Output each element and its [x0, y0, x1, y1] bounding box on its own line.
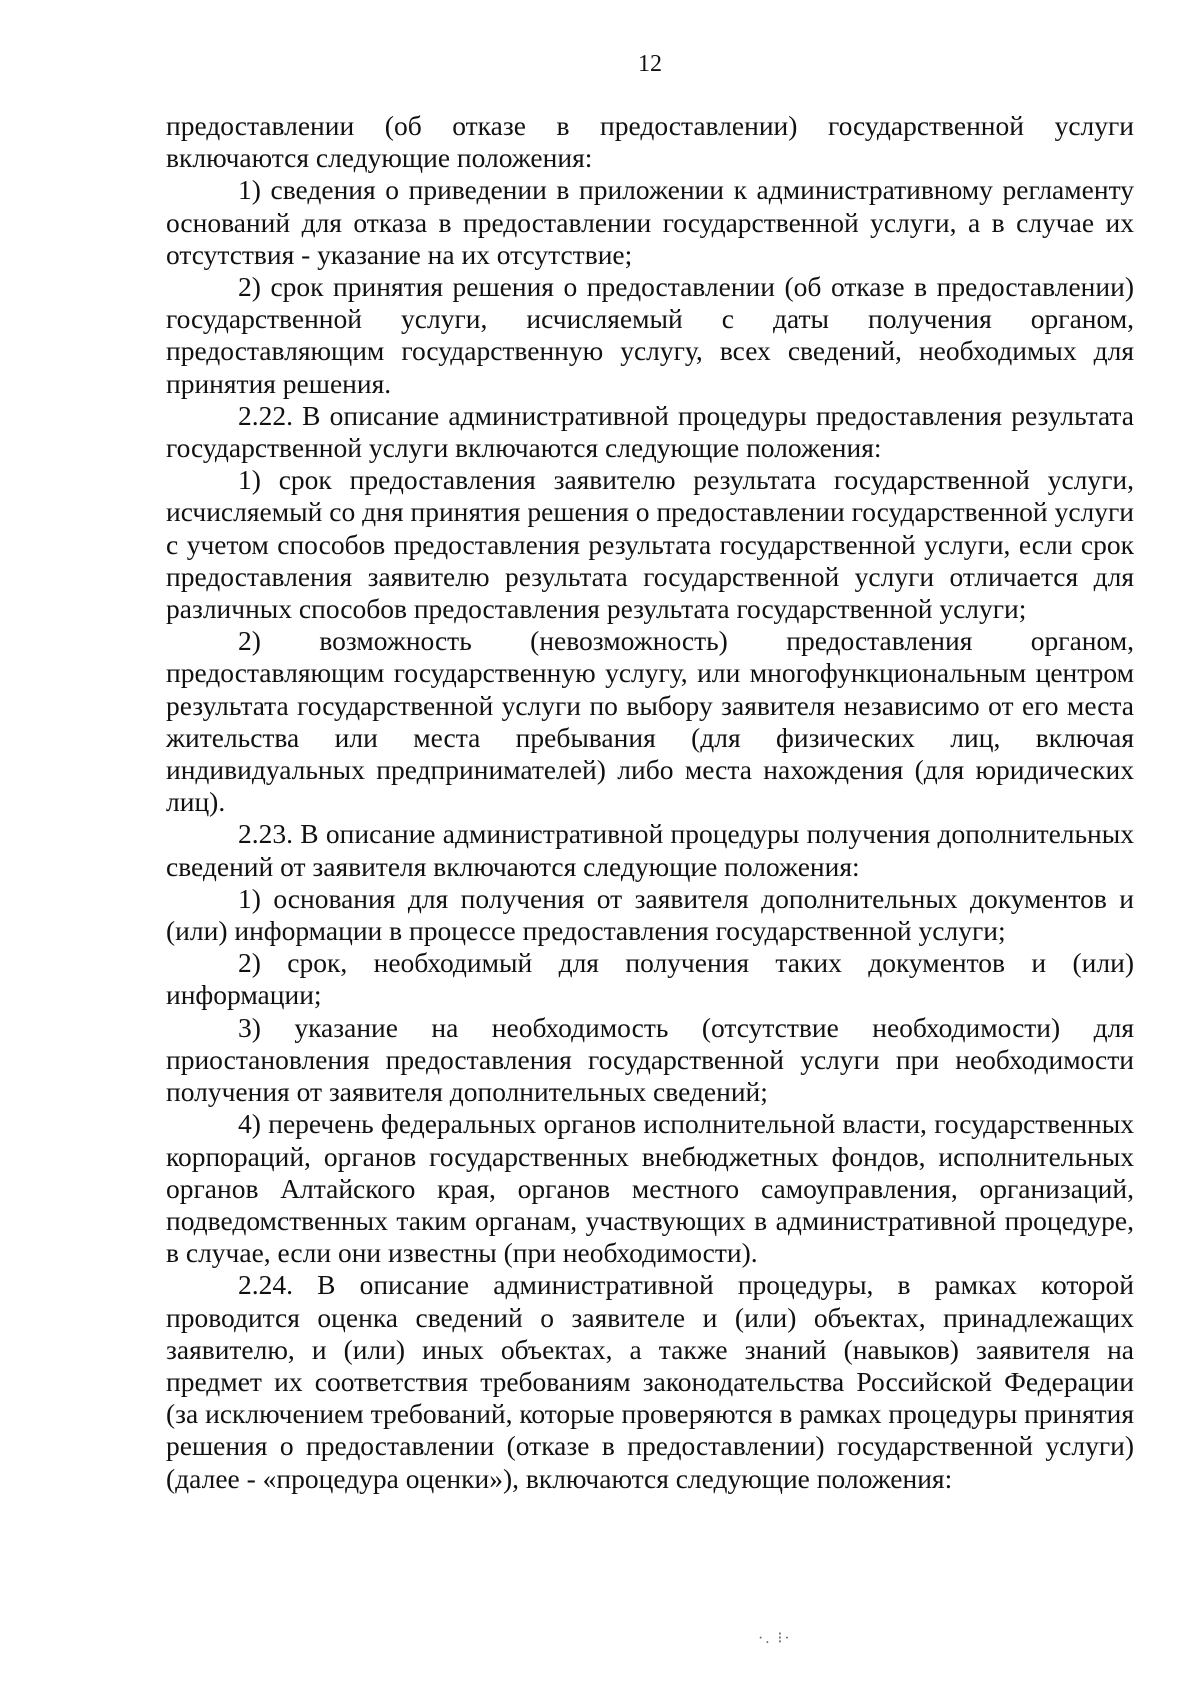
paragraph-list-item: 1) срок предоставления заявителю результата государственной услуги, исчисляемый со дня принятия решения о предоставлении государственной услуги с учетом способов предоставления результата государственной услуги, если срок предоставления заявителю результата государственной услуги отличается для различных способов предоставления результата государственной услуги;: [166, 464, 1134, 625]
paragraph-list-item: 1) сведения о приведении в приложении к административному регламенту оснований для отказа в предоставлении государственной услуги, а в случае их отсутствия - указание на их отсутствие;: [166, 174, 1134, 270]
paragraph-clause-2-22: 2.22. В описание административной процедуры предоставления результата государственной услуги включаются следующие положения:: [166, 399, 1134, 464]
paragraph-continuation: предоставлении (об отказе в предоставлении) государственной услуги включаются следующие положения:: [166, 110, 1134, 174]
document-body: [166, 110, 1134, 1495]
paragraph-list-item: 3) указание на необходимость (отсутствие необходимости) для приостановления предоставления государственной услуги при необходимости получения от заявителя дополнительных сведений;: [166, 1011, 1134, 1108]
paragraph-list-item: 1) основания для получения от заявителя дополнительных документов и (или) информации в процессе предоставления государственной услуги;: [166, 882, 1134, 947]
paragraph-list-item: 2) срок, необходимый для получения таких документов и (или) информации;: [166, 947, 1134, 1011]
paragraph-list-item: 2) срок принятия решения о предоставлении (об отказе в предоставлении) государственной услуги, исчисляемый с даты получения органом, предоставляющим государственную услугу, всех сведений, необходимых для принятия решения.: [166, 271, 1134, 399]
paragraph-clause-2-23: 2.23. В описание административной процедуры получения дополнительных сведений от заявителя включаются следующие положения:: [166, 818, 1134, 882]
paragraph-clause-2-24: 2.24. В описание административной процедуры, в рамках которой проводится оценка сведений о заявителе и (или) объектах, принадлежащих заявителю, и (или) иных объектах, а также знаний (навыков) заявителя на предмет их соответствия требованиям законодательства Российской Федерации (за исключением требований, которые проверяются в рамках процедуры принятия решения о предоставлении (отказе в предоставлении) государственной услуги) (далее - «процедура оценки»), включаются следующие положения:: [166, 1269, 1134, 1494]
paragraph-list-item: 2) возможность (невозможность) предоставления органом, предоставляющим государственную услугу, или многофункциональным центром результата государственной услуги по выбору заявителя независимо от его места жительства или места пребывания (для физических лиц, включая индивидуальных предпринимателей) либо места нахождения (для юридических лиц).: [166, 625, 1134, 818]
page-number: 12: [638, 51, 662, 77]
paragraph-list-item: 4) перечень федеральных органов исполнительной власти, государственных корпораций, органов государственных внебюджетных фондов, исполнительных органов Алтайского края, органов местного самоуправления, организаций, подведомственных таким органам, участвующих в административной процедуре, в случае, если они известны (при необходимости).: [166, 1108, 1134, 1269]
scan-speck: ·. ⁝·: [758, 1630, 792, 1647]
